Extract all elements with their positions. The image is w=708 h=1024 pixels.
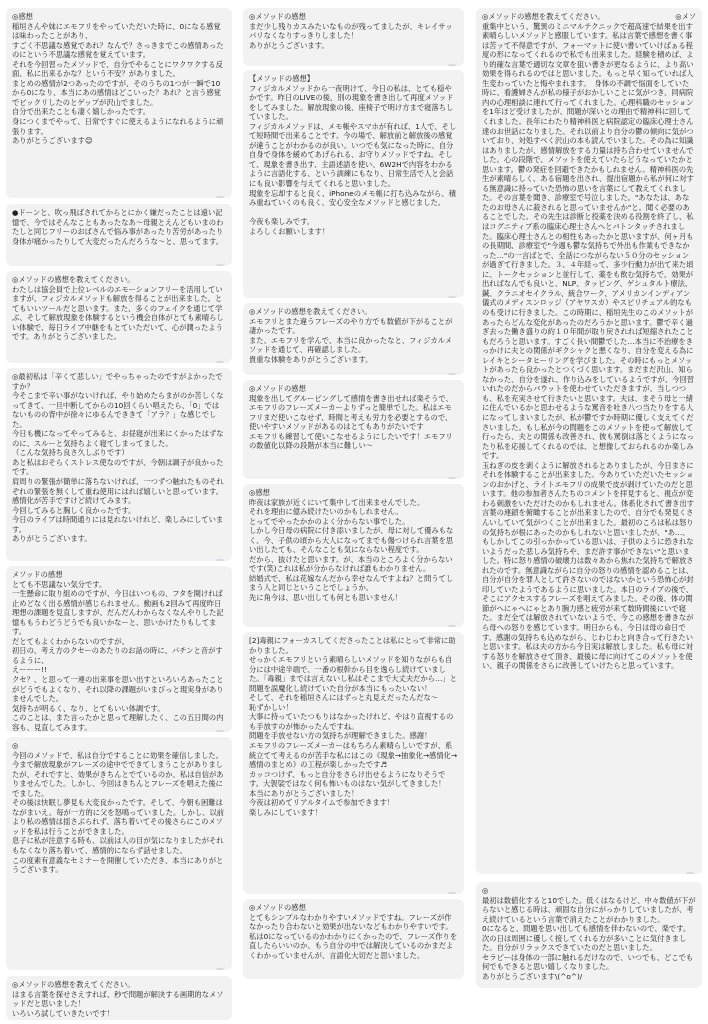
comment-bubble (243, 380, 464, 479)
comment-bubble (6, 566, 232, 732)
comment-bubble (6, 976, 232, 1020)
comment-bubble (6, 737, 232, 970)
comment-bubble (6, 8, 232, 198)
comment-bubble (243, 70, 464, 298)
comment-text: 【メソッドの感想】 フィジカルメソッドから一夜明けて、今日の私は、とても穏やかです。昨日のLIVEの後、別の現象を書き出して再度メソッドをしてみました。解放現象の後、座椅子で明け方まで寝落ちしていました。 フィジカルメソッドは、メモ帳やスマホが有れば、1人で、そして短時間で出来ることです。今の場で、解放前と解放後の感覚が違うことがわかるのが良い。いつでも気になった時に、自分自身で身体を緩めてあげられる、お守りメソッドですね。そして、現象を書き出す、主語述語を使い、6W2Hで内容をわかるように言語化する、という訓練にもなり、日常生活で人と会話にも良い影響を与えてくれると思いました。 現象を忘却すると良く、iPhoneのメモ帳に打ち込みながら、積み重ねていくのも良く、安心安全なメソッドと感じました。 今夜も楽しみです。 よろしくお願いします！ (249, 74, 457, 236)
comment-text: ◎感想 稲垣さんや妹にエモフリをやっていただいた時に、0になる感覚は味わったことがあり、 すごく不思議な感覚であれ？なんで？さっきまでこの感情あったのにという不思議な感覚を覚えています。 それを今回習ったメソッドで、自分でやることにワクワクする反面、私に出来るかな？という不安？がありました。 まとめの感情が2つあったのですが、そのうちの1つが一瞬で10から0になり、本当にあの感情はどこいった？あれ？と言う感覚でビックリしたのとゲップが沢山でました。 自分で出来たことも凄く嬉しかったです。 身につくまでやって、日常ですぐに使えるようになれるように頑張ります。 ありがとうございます😊 (12, 12, 224, 146)
comment-bubble (243, 8, 464, 66)
comment-text: ◎最初私は「辛くて悲しい」でやっちゃったのですがよかったですか？ 今そこまで辛い事がないければ、やり始めたらまがのか苦しくなってきて、一旦中断してからの10回くらい唱えたら、「0」ではないものの背中が徐々にゆるんでききて「アラ？」な感じでした。 今日も機になってやってみると、お昼寝が出来にくかったはずなのに、スルーと気持ちよく寝てしまってました。 （こんな気持ち良さ久しぶりです） あと私はおそらくストレス使なのですが、今朝は調子が良かったです。 肩周りの緊張が簡単に落ちないければ、一つずつ触れたものそれぞれの緊張を無くして重ね使用にはれば嬉しいと思っています。 感情化が苦手ですけど続けてみます。 今回してみると胸しく良かったです。 今日のライブは時間通りには見れないけれど、楽しみにしています。 ありがとうございます。 (12, 372, 224, 544)
comment-bubble (6, 271, 232, 363)
comment-header-mark: ◎メソ (675, 12, 696, 21)
bubble-tail (448, 892, 456, 894)
comment-text: ◎メソッドの感想を教えてください。 エモフリとまた違うフレーズのやり方でも数値が下がることが凄かったです。 また、エモフリを学んで、本当に良かったなと、フィジカルメソッドを通じて、再確認しました。 貴重な体験をありがとうございます。 (249, 307, 453, 364)
bubble-tail (216, 559, 224, 561)
comment-text: ◎ 今回のメソッドで、私は自分ですることに効果を確信しました。 今まで解放現象がフレーズの途中でできてしまうことがありましたが、それですと、効果がきちんとでているのか、私は自信がありませんでした。しかし、今回はきちんとフレーズを唱えた後にでました。 その後は快眠し夢見も大変良かったです。そして、今朝も困難はながまいえ。毎が一方的に父を怒鳴っていました。しかし、以前より私の感情は揺さぶられず、落ち着いてその後さらにこのメソッドを私は行うことができました。 息子に私が注意する時も、以前は人の目が気になりましたがそれもなくなり落ち着いて、感情的にならず話せました。 この度素有意義なセミナーを開催していただき、本当にありがとうございます。 (12, 741, 225, 875)
comment-text: ◎ 最初は数値化すると10でした。低くはなるけど、中々数値が下がらないと感じる時は、頑固な自分にがっかりしていましたが、考え続けているという言葉で消えたことがわかりました。 0になると、問題を思い出しても感情を伴わないので、楽です。 次の日は周囲に優しく接してくれる方が多いことに気付きました。自分がリラックスできていたのだと思いました。 セラピーは身体の一部に触れるだけなので、いつでも、どこでも何でもできると思い嬉しくなりました。 ありがとうございます\(^o^)/ (482, 886, 696, 981)
comment-bubble (243, 632, 464, 894)
bubble-tail (686, 872, 694, 874)
comment-text: [2]毒親にフォーカスしてくださったことは私にとって非常に助かりました。 せっかくエモフリという素晴らしいメソッドを知りながらも自分には中途半端で、一番の根幹から目を逸らし続けていました。「毒親」までは言えないし私はそこまで大丈夫だから…」と問題を誤魔化し続けていた自分が本当にもったいない！ そして、それを稲垣さんにはずっと丸見えだったんだな～ 恥ずかしい！ 大事に持っていたつもりはなかったけれど、やはり直視するのも手放すのが怖かったんですね。 問題を手放せない方の気持ちが理解できました。感謝！ エモフリのフレーズメーカーはもちろん素晴らしいですが、系統立てて考えるのが苦手な私にはこの《現象→抽象化→感情化→感情のまとめ》の工程が楽しかったです♬ カッコつけず、もっと自分をさらけ出せるようになりそうです。大袈裟ではなく何も怖いものはない気がしてきました！ 本当にありがとうございました！ 今夜は初めてリアルタイムで参加できます！ 楽しみにしています！ (249, 636, 458, 817)
comment-text: ◎メソッドの感想を教えてください。 わたしは協会員で上位レベルのエモーションフリーを活用していますが、フィジカルメソッドも解放を得ることが出来ました。とてもいいツールだと思います。また、多くのフェイクを通じて学ぶ、そして解放現象を体験するという機会自体がとても素晴らしい体験で、毎日ライブ中継をもとていただいて、心が潤ったようです。ありがとうございました。 (12, 275, 224, 342)
bubble-tail (448, 296, 456, 298)
comment-text: メソッドの感想 とても不思議ない気分です。 一生懸命に取り組めのですが、今日はいつもの、フタを開ければ止めどなく出る感情が感じられません。動画も2回みて再度昨日理想の課題を見直しますが、だんだんわからなくなんやりした記憶ももうわどうどうでも良いかなーと、思いかけたりもしてます。 だとてもよくわからないのですが、 初日の、考え方のクセーのあたりのお話の時に、パチンと音がするように、 えーーー!! クセ？、と思って一連の出来事を思い出すといろいろあったことがどうでもよくなり、それ以降の課題がいまびっと現実身がありませんでした。 気持ちが明るく、なり、とてもいい体調です。 このことは、また言ったかと思って理解したく、この五日間の内容も、見直してみます。 (12, 570, 224, 732)
comment-text: ●ドーンと、吹っ飛ばされてからとにかく嫌だったことは遠い記憶で、今ではそんなこともあったなあ～母親とえんどもいまのわたしと同じフリーのおばさんで悩み事があったり苦労があったり身体が痛かったりして大変だったんだろうな～と、思ってます。 (12, 208, 224, 246)
comment-bubble (6, 368, 232, 561)
comment-bubble (476, 882, 702, 988)
bubble-tail (448, 625, 456, 627)
bubble-tail (216, 968, 224, 970)
comment-bubble-long (476, 8, 702, 874)
bubble-tail (448, 373, 456, 375)
bubble-tail (216, 730, 224, 732)
comment-text: ◎メソッドの感想 現象を出してグルーピングして感情を書き出せれば楽そうで、エモフリのフレーズメーカーよりずっと簡単でした。私はエモフリまだ使いこなせず、時間と考えも労力を必要とするので、使いやすいメソッドがあるのはとてもありがたいです エモフリも練習して使いこなせるようにしたいです！エモフリの数値化以降の段階が本当に難しい～ (249, 384, 453, 451)
bubble-tail (216, 196, 224, 198)
bubble-tail (448, 477, 456, 479)
comment-text: ◎メソッドの感想 とてもシンプルなわかりやすいメソッドですね。フレーズが作なかったり合わないと効果が出ないなどもわかりやすいです。 私は0になっているのかわかりにくかったので、フレーズ作りを直したらいいのか、もう自分の中では解決しているのかまだよくわかっていませんが、言語化大切だと思いました。 (249, 903, 458, 960)
comment-text: ◎感想 昨夜は家族が近くにいて集中して出来ませんでした。 それを理由に億み続けたいのかもしれません。 とってでやったかかのよく分からない事でした。 しかし今日母の病院に付き添いましたが、母に対して優みもなく、今、子供の頃から大人になってまでも傷つけられ言葉を思い出したても、そんなことも気にならない程度です。 だから、抜けたと思います。が、本当のところよく分からないです(笑)これは私が分からなければ誰もわかりません。 結婚式で、私は花嫁なんだから幸せなんですよね？と問うてしまう人と同じということでしょうか。 先に角今は、思い出しても何とも思いません！ (249, 488, 454, 603)
comment-bubble (6, 204, 232, 266)
comment-text: ◎メソッドの感想を教えてください。 はまる言葉を探せさえすれば、秒で問題が解決する画期的なメソッドだと思いました！ いろいろ試していきたいです！ (12, 980, 224, 1018)
comment-bubble (243, 899, 464, 979)
comment-text: ◎メソッドの感想 まだ少し残りカスみたいなものが残ってましたが、キレイサッパリなくなりすっきりしました！ ありがとうございます。 (249, 12, 453, 50)
bubble-tail (216, 361, 224, 363)
comment-text: ◎メソッドの感想を教えてください。 重集中という、驚異のミニマルテクニックで超高速で結果を出す素晴らしいメソッドと感服しています。私は言葉で感想を書く事は苦ッて不得意ですが、フォーマットに使い書いていけばぁる程度の形になってくれるので私でも出来ました。経験を積めば、より的確な言葉で適切な文章を狙い書きが更なるように、より高い効果を得られるのではと思いました。もっと早く知っていれば人生変わっていたと悔やまれます。 身体の不調で悩面をしていた時に、看護婦さんが私の様子がおかしいことに気がつき、同病院内の心理相談に連れて行ってくれました。心理科職のセッションを1年ほど受けましたが、問題が深いとの理由で精神科に回してくれました。長年にわたり精神科医と病院認定の臨床心理士さん達のお世話になりました。それ以前より自分の鬱の傾向に気がついており、対処すべく沢山の本も読んでいました。その為に知識はありましたが、感情解放をする力量は持ち合わせていませんでした。心の段階で、メソットを使えていたらどうなっていたかと思います。鬱の発症を回避できたかもしれません。精神科医の先生が素晴らしく、ある宿題を出され、提出宿題から私が何に対する無意識に持っていた恐怖の思いを言葉にして教えてくれました。その言葉を聞き、診療室で号泣しました。"あなたは、あなたのお母さんに殺されると思っていませんか"と。聞く必要のあることでした。その先生は診断と投薬を決める役割を終了し、私はコグニティブ系の臨床心理士さんへとバトンタッチされました。臨床心理士さんとの相性もあったかと思いますが、何ヶ月もの長期間、診療室で"今週も鬱な気持ちで外出も作業もできなかった…"の一言ばとで、全話につながらない５０分のセッションが過ぎて行きました。３、４年経って、多少行動力が出て来た頃に、トークセッションと並行して、薬をも飲む気持ちで、効果が出ればなんでも良いと、NLP、タッピング、ゲシュタルト療法、鍼、クラニオセイクラル、統合ワーク、アメリカンインディアン儀式のメディスンロッジ（アヤワスカ）やスピリチュアル的なものも受けに行きました。この時期に、稲垣先生のこのメソットがあったらどんな変化があったのだろうかと思います。鬱で辛く過ぎ去った働き盛りの約１０年間が取り戻されれば短縮されたこともだろうと思います。すごく長い間鬱でした…本当に不治療をきっかけに夫との関係がギクシャクと悪くなり、自分を変える為にレイキとシータヒーリングを学びました。その時にもっとメソットがあったら良かったとつくづく思います。まだまだ沢山、知らなかった、自分を遂れ、作り込みをしているようですが、今回習いれたのだからバウットを使わせていただきますが、当しつつも、私を充実させて行きたいと思います。夫は、まそう母と一緒に住んでいるかと思わせるような罵音を吐き八つ当たりをする人になってしまいましたが、私が鬱ですか時期に優しく支えてくださいました。もし私が今の問題をこのメソットを使って解放して行ったら、夫との関係も改善され、彼も罵倒は落とくようになったり私を応援してくれるのでは、と想像しておられるのか楽しみです。 玉ねぎの皮を剥くように解放されるとありましたが、今日まさにそれを体験することが出来ました。今ありていただいたセッションのおかげと、ライトエモフリの成果で皮が剥けていたのだと思います。他の参加者さんたちのコメントを拝見すると、視点が変わる刺激をいただけたのかもしれません。体系化されて書き出す言葉の連鎖を俯瞰することが出来ましたので、自分でも発見くさんいしていて気がつくことが出来ました。最初のころは私は怒りの気持ちが根にあったのかもしれないと思いましたが、"あ…、もしかしてこの引っかかっている思いは、子供のように恐きれないようだった悲しみ気持ちや、まだ許す事ができない"と思いました。特に怒り感情の破壊力は数々あから焦れた気持ちで解放されたのです。無意識ながらに自分の怒りの感情を認めることは、自分が自分を罪人として許さないのではないかという恐怖心が封印していたようであるように思いました。本日のライブの後で、そこにアクセスするフレーズを唱えてみました。その後、体の関節がへにゃへにゃとあり腕力感と疲労が来て数時間後にいで寝た。まだ全ては解放されていないようで、今この感想を書きながら母への怒りを感じています。明日からも、今日は母の命日です。感謝の気持ちも込めながら、じわじわと向き合って行きたいと思います。私は夫の方から今日実は解放しました。私も母に対する怒りを解放させて頂き、最後に母に向けてこのメソットを使い、親子の関係をさらに改善していけたらと思っています。 (482, 12, 695, 671)
bubble-tail (448, 64, 456, 66)
comment-bubble (243, 303, 464, 375)
bubble-tail (216, 264, 224, 266)
comment-bubble (243, 484, 464, 627)
